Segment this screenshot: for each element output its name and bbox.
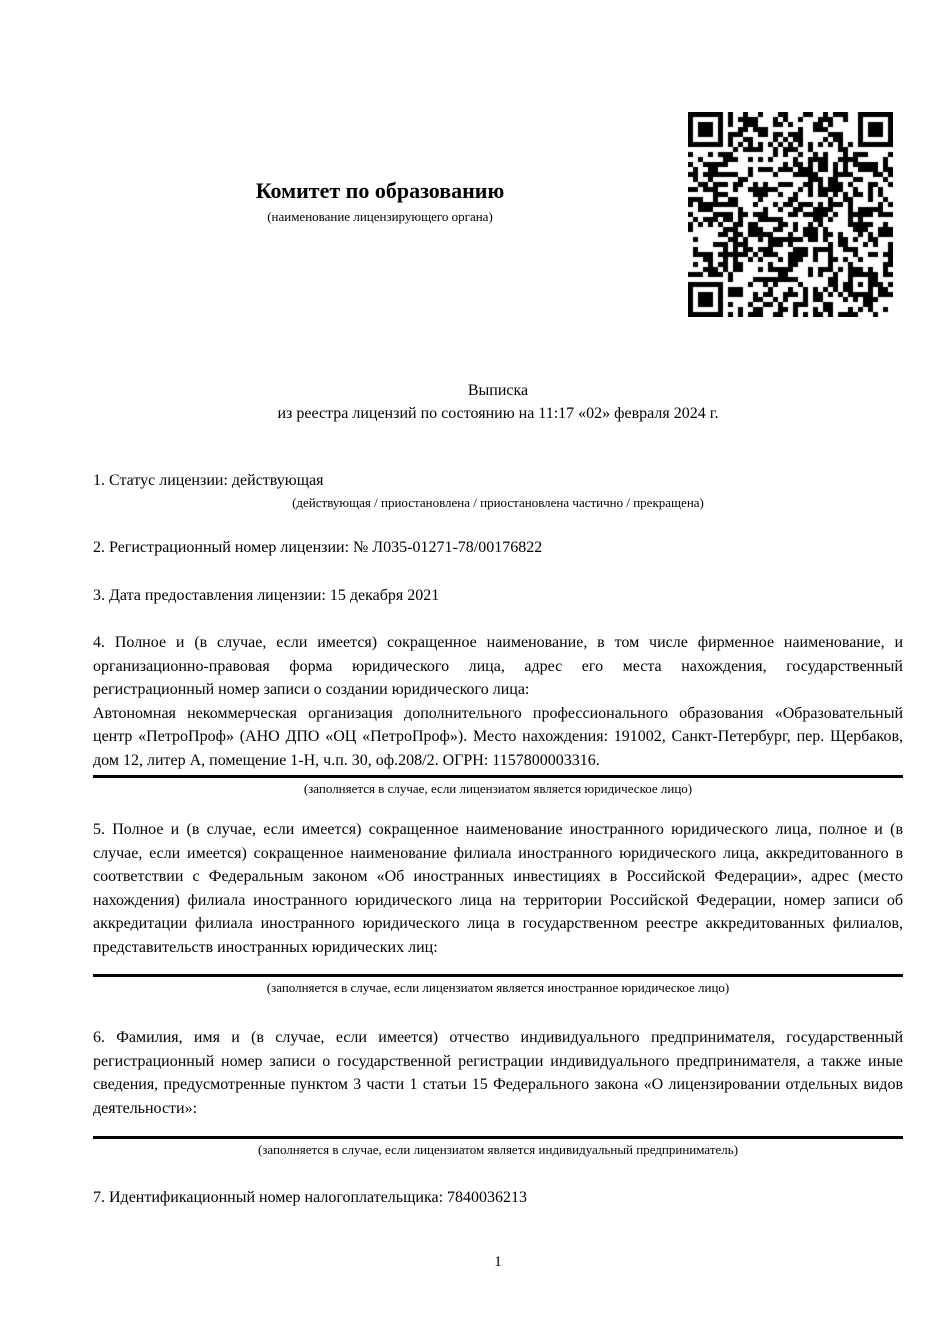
licensing-authority-name: Комитет по образованию (255, 178, 505, 203)
field-legal-entity-value: Автономная некоммерческая организация дополнительного профессионального образования «Образовательный центр «ПетроПроф» (АНО ДПО «ОЦ «ПетроПроф»). Место нахождения: 191002, Санкт-Петербург, пер. Щербаков, дом 12, литер А, помещение 1-Н, ч.п. 30, оф.208/2. ОГРН: 1157800003316. (93, 704, 903, 769)
field-legal-entity-label: 4. Полное и (в случае, если имеется) сокращенное наименование, в том числе фирменное наименование, и организационно-правовая форма юридического лица, адрес его места нахождения, государственный регистрационный номер записи о создании юридического лица: (93, 634, 903, 698)
licensing-authority-caption: (наименование лицензирующего органа) (267, 209, 493, 224)
document-subtitle: из реестра лицензий по состоянию на 11:17 «02» февраля 2024 г. (277, 405, 719, 422)
field-entrepreneur-label: 6. Фамилия, имя и (в случае, если имеется) отчество индивидуального предпринимателя, государственный регистрационный номер записи о государственной регистрации индивидуального предпринимателя, а также иные сведения, предусмотренные пунктом 3 части 1 статьи 15 Федерального закона «О лицензировании отдельных видов деятельности»: (93, 1029, 903, 1117)
entrepreneur-fill-line (93, 1136, 903, 1139)
document-title-block (93, 379, 903, 425)
license-status-options-caption: (действующая / приостановлена / приостановлена частично / прекращена) (292, 495, 704, 510)
section-legal-entity (93, 631, 903, 798)
entrepreneur-caption: (заполняется в случае, если лицензиатом является индивидуальный предприниматель) (257, 1142, 739, 1157)
section-entrepreneur (93, 1026, 903, 1159)
legal-entity-fill-line (93, 775, 903, 778)
document-body (93, 470, 903, 1209)
section-foreign-entity (93, 818, 903, 997)
qr-code (688, 112, 893, 317)
licensing-authority-header (93, 177, 667, 225)
legal-entity-caption: (заполняется в случае, если лицензиатом является юридическое лицо) (303, 781, 693, 796)
field-taxpayer-number: 7. Идентификационный номер налогоплательщика: 7840036213 (93, 1189, 528, 1206)
page-number: 1 (494, 1254, 502, 1270)
field-foreign-entity-label: 5. Полное и (в случае, если имеется) сокращенное наименование иностранного юридического лица, полное и (в случае, если имеется) сокращенное наименование филиала иностранного юридического лица, аккредитованного в соответствии с Федеральным законом «Об иностранных инвестициях в Российской Федерации», адрес (место нахождения) филиала иностранного юридического лица на территории Российской Федерации, номер записи об аккредитации филиала иностранного юридического лица в государственном реестре аккредитованных филиалов, представительств иностранных юридических лиц: (93, 821, 903, 956)
field-license-reg-number: 2. Регистрационный номер лицензии: № Л035-01271-78/00176822 (93, 539, 543, 556)
foreign-entity-caption: (заполняется в случае, если лицензиатом является иностранное юридическое лицо) (266, 980, 730, 995)
field-license-grant-date: 3. Дата предоставления лицензии: 15 декабря 2021 (93, 587, 440, 604)
field-license-status: 1. Статус лицензии: действующая (93, 472, 324, 489)
document-title: Выписка (467, 382, 529, 399)
foreign-entity-fill-line (93, 974, 903, 977)
